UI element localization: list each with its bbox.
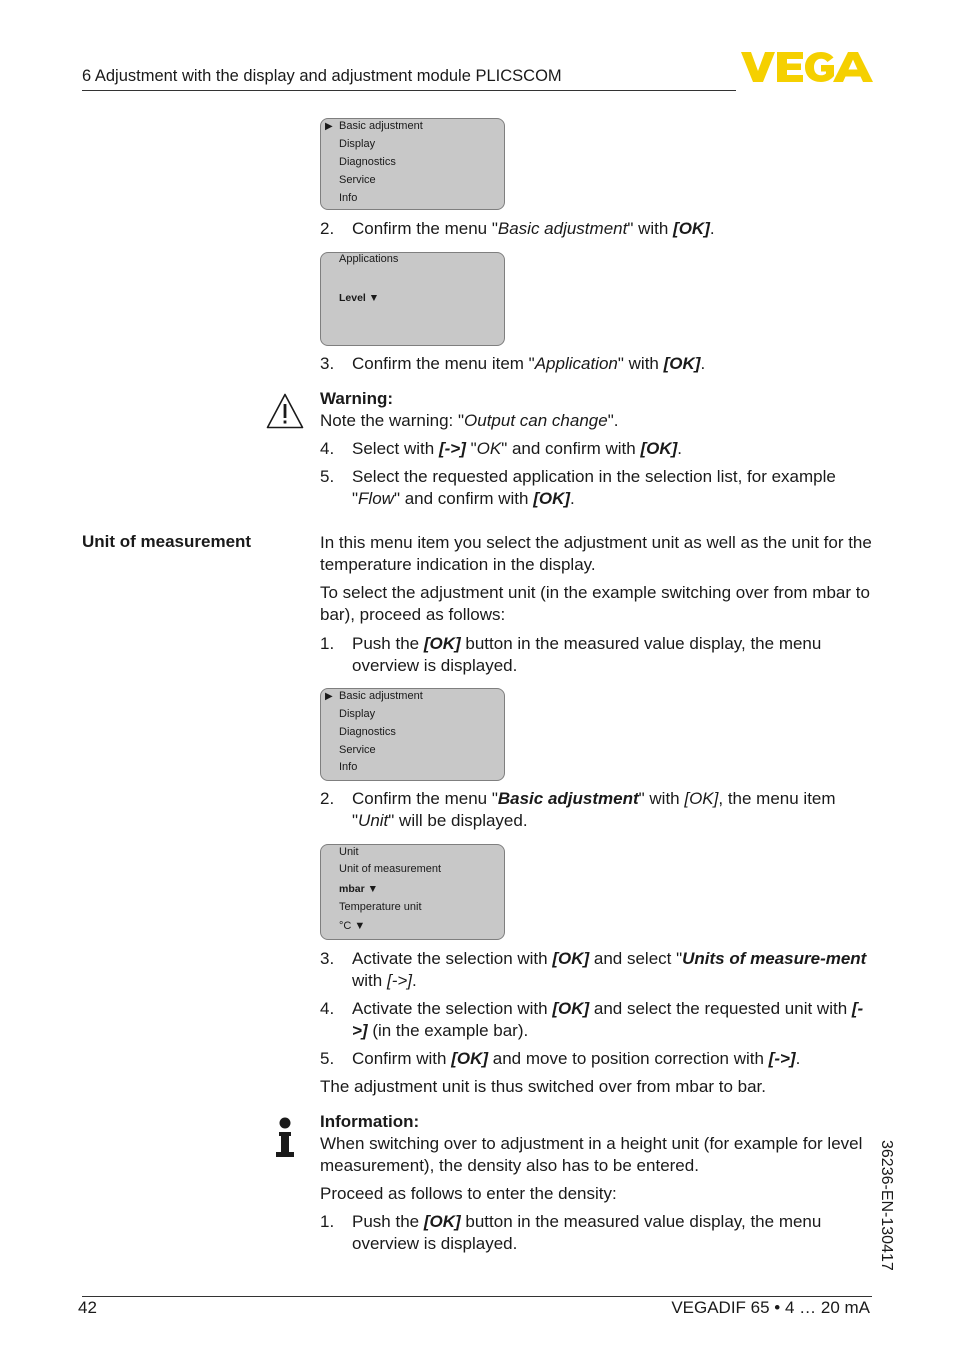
document-code: 36236-EN-130417 <box>878 1140 895 1271</box>
lcd-unit-title: Unit <box>339 846 359 858</box>
lcd-menu-overview <box>320 688 505 781</box>
information-icon <box>272 1117 298 1159</box>
dropdown-arrow-icon: ▼ <box>368 292 380 304</box>
warning-block <box>320 388 875 432</box>
result-text: The adjustment unit is thus switched over from mbar to bar. <box>320 1077 766 1096</box>
lcd-temperature-label: Temperature unit <box>339 901 422 913</box>
lcd-menu-overview <box>320 118 505 210</box>
lcd-menu-item: Diagnostics <box>339 156 396 168</box>
lcd-unit <box>320 844 505 940</box>
lcd-unit-label: Unit of measurement <box>339 863 442 875</box>
information-heading: Information: <box>320 1112 420 1131</box>
footer-divider <box>82 1296 872 1297</box>
density-intro: Proceed as follows to enter the density: <box>320 1184 617 1203</box>
unit-intro-1: In this menu item you select the adjustment unit as well as the unit for the temperature indication in the display. <box>320 533 872 574</box>
lcd-applications <box>320 252 505 346</box>
lcd-menu-item: Diagnostics <box>339 726 396 738</box>
section-label-unit: Unit of measurement <box>82 532 252 551</box>
document-title: VEGADIF 65 • 4 … 20 mA <box>671 1298 870 1317</box>
menu-cursor-icon: ▶ <box>325 121 333 132</box>
vega-logo <box>741 52 873 82</box>
lcd-applications-title: Applications <box>339 253 399 265</box>
lcd-menu-item: Info <box>339 192 358 204</box>
lcd-menu-item: Display <box>339 708 376 720</box>
information-text: When switching over to adjustment in a height unit (for example for level measurement), the density also has to be entered. <box>320 1134 863 1175</box>
information-block <box>320 1111 875 1177</box>
lcd-application-value: Level ▼ <box>339 292 380 304</box>
lcd-menu-item: Basic adjustment <box>339 120 423 132</box>
page-number: 42 <box>78 1298 97 1317</box>
lcd-menu-item: Info <box>339 761 358 773</box>
lcd-menu-item: Service <box>339 744 376 756</box>
dropdown-arrow-icon: ▼ <box>367 883 379 895</box>
lcd-unit-value: mbar ▼ <box>339 883 379 895</box>
header-divider <box>82 90 736 91</box>
unit-intro-2: To select the adjustment unit (in the example switching over from mbar to bar), proceed as follows: <box>320 583 870 624</box>
lcd-menu-item: Basic adjustment <box>339 690 423 702</box>
lcd-temperature-value: °C ▼ <box>339 920 366 932</box>
page-header-title: 6 Adjustment with the display and adjustment module PLICSCOM <box>82 67 562 85</box>
lcd-menu-item: Display <box>339 138 376 150</box>
dropdown-arrow-icon: ▼ <box>354 920 366 932</box>
lcd-menu-item: Service <box>339 174 376 186</box>
warning-text: Note the warning: "Output can change". <box>320 411 619 430</box>
menu-cursor-icon: ▶ <box>325 691 333 702</box>
warning-icon <box>266 393 304 429</box>
warning-heading: Warning: <box>320 389 394 408</box>
